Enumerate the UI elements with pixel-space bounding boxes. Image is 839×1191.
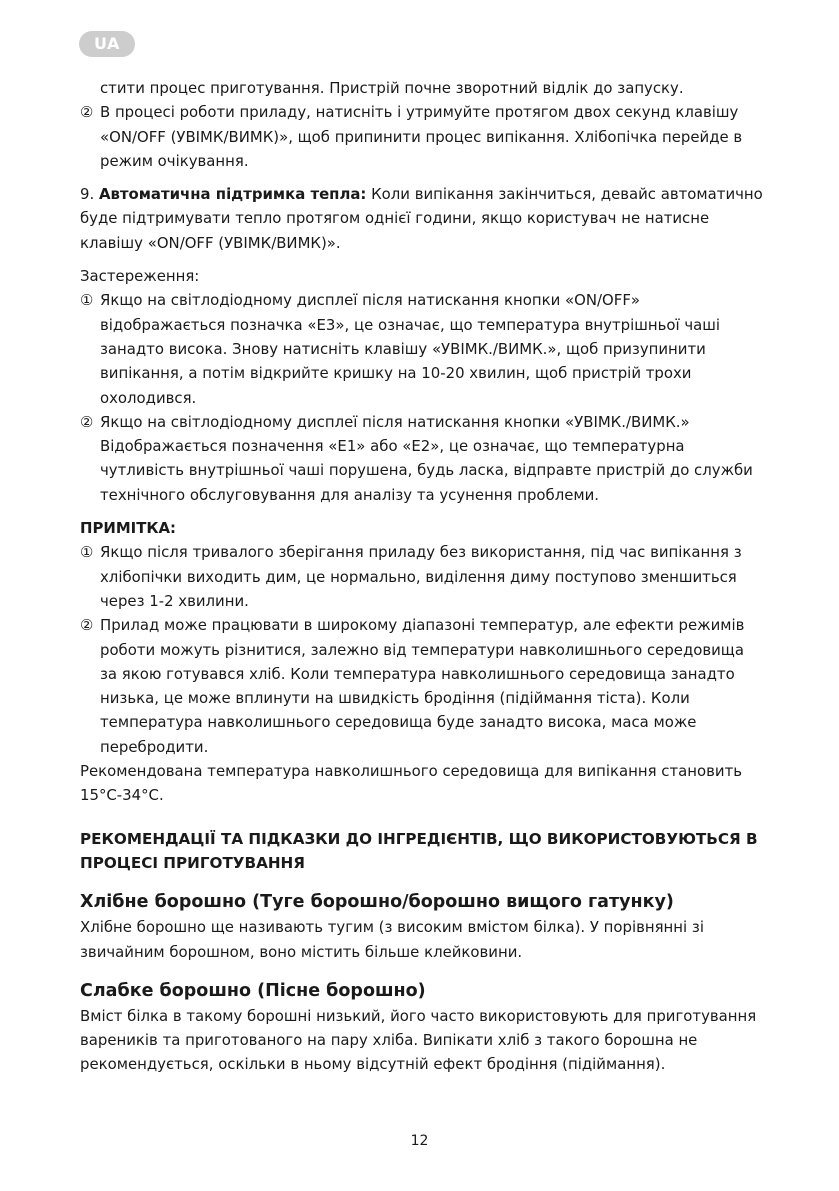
- continued-step-text: стити процес приготування. Пристрій почне зворотний відлік до запуску.: [100, 79, 684, 97]
- circled-number-marker: ②: [80, 412, 94, 431]
- warning-item-2: [80, 410, 764, 507]
- circled-number-marker: ②: [80, 616, 94, 635]
- warning-text: Якщо на світлодіодному дисплеї після натискання кнопки «УВІМК./ВИМК.» Відображається позначення «Е1» або «Е2», це означає, що температурна чутливість внутрішньої чаші порушена, будь ласка, відправте пристрій до служби технічного обслуговування для аналізу та усунення проблеми.: [100, 412, 753, 504]
- language-badge: UA: [79, 31, 135, 57]
- bread-flour-text: Хлібне борошно ще називають тугим (з високим вмістом білка). У порівнянні зі звичайним борошном, воно містить більше клейковини.: [80, 918, 704, 961]
- warning-item-1: [80, 288, 764, 409]
- section-text: Коли випікання закінчиться, девайс автоматично буде підтримувати тепло протягом однієї години, якщо користувач не натисне клавішу «ON/OFF (УВІМК/ВИМК)».: [80, 185, 763, 252]
- section-number: 9.: [80, 185, 95, 204]
- circled-number-marker: ①: [80, 291, 94, 310]
- step-text: В процесі роботи приладу, натисніть і утримуйте протягом двох секунд клавішу «ON/OFF (УВІМК/ВИМК)», щоб припинити процес випікання. Хлібопічка перейде в режим очікування.: [100, 103, 743, 170]
- note-text: Прилад може працювати в широкому діапазоні температур, але ефекти режимів роботи можуть різнитися, залежно від температури навколишнього середовища за якою готувався хліб. Коли температура навколишнього середовища занадто низька, це може вплинути на швидкість бродіння (підіймання тіста). Коли температура навколишнього середовища буде занадто висока, маса може перебродити.: [100, 616, 745, 756]
- circled-number-marker: ①: [80, 543, 94, 562]
- step-item-2: [80, 100, 764, 173]
- note-title: ПРИМІТКА:: [80, 519, 177, 538]
- bread-flour-heading: Хлібне борошно (Туге борошно/борошно вищого гатунку): [80, 892, 674, 913]
- warning-title: Застереження:: [80, 267, 200, 286]
- note-item-2: [80, 613, 764, 759]
- note-text: Якщо після тривалого зберігання приладу без використання, під час випікання з хлібопічки виходить дим, це нормально, виділення диму поступово зменшиться через 1-2 хвилини.: [100, 543, 742, 610]
- recommendations-heading: РЕКОМЕНДАЦІЇ ТА ПІДКАЗКИ ДО ІНГРЕДІЄНТІВ, ЩО ВИКОРИСТОВУЮТЬСЯ В ПРОЦЕСІ ПРИГОТУВАННЯ: [80, 829, 758, 872]
- circled-number-marker: ②: [80, 103, 94, 122]
- page-number: 12: [410, 1133, 429, 1149]
- weak-flour-heading: Слабке борошно (Пісне борошно): [80, 980, 426, 1001]
- recommended-temperature-text: Рекомендована температура навколишнього середовища для випікання становить 15°С-34°С.: [80, 762, 743, 805]
- weak-flour-text: Вміст білка в такому борошні низький, його часто використовують для приготування вареників та приготованого на пару хліба. Випікати хліб з такого борошна не рекомендується, оскільки в ньому відсутній ефект бродіння (підіймання).: [80, 1006, 757, 1074]
- section-9-paragraph: [80, 182, 764, 255]
- warning-text: Якщо на світлодіодному дисплеї після натискання кнопки «ON/OFF» відображається позначка «Е3», це означає, що температура внутрішньої чаші занадто висока. Знову натисніть клавішу «УВІМК./ВИМК.», щоб призупинити випікання, а потім відкрийте кришку на 10-20 хвилин, щоб пристрій трохи охолодився.: [100, 291, 721, 407]
- section-title: Автоматична підтримка тепла:: [98, 185, 367, 204]
- page-content: [80, 76, 764, 1077]
- note-item-1: [80, 540, 764, 613]
